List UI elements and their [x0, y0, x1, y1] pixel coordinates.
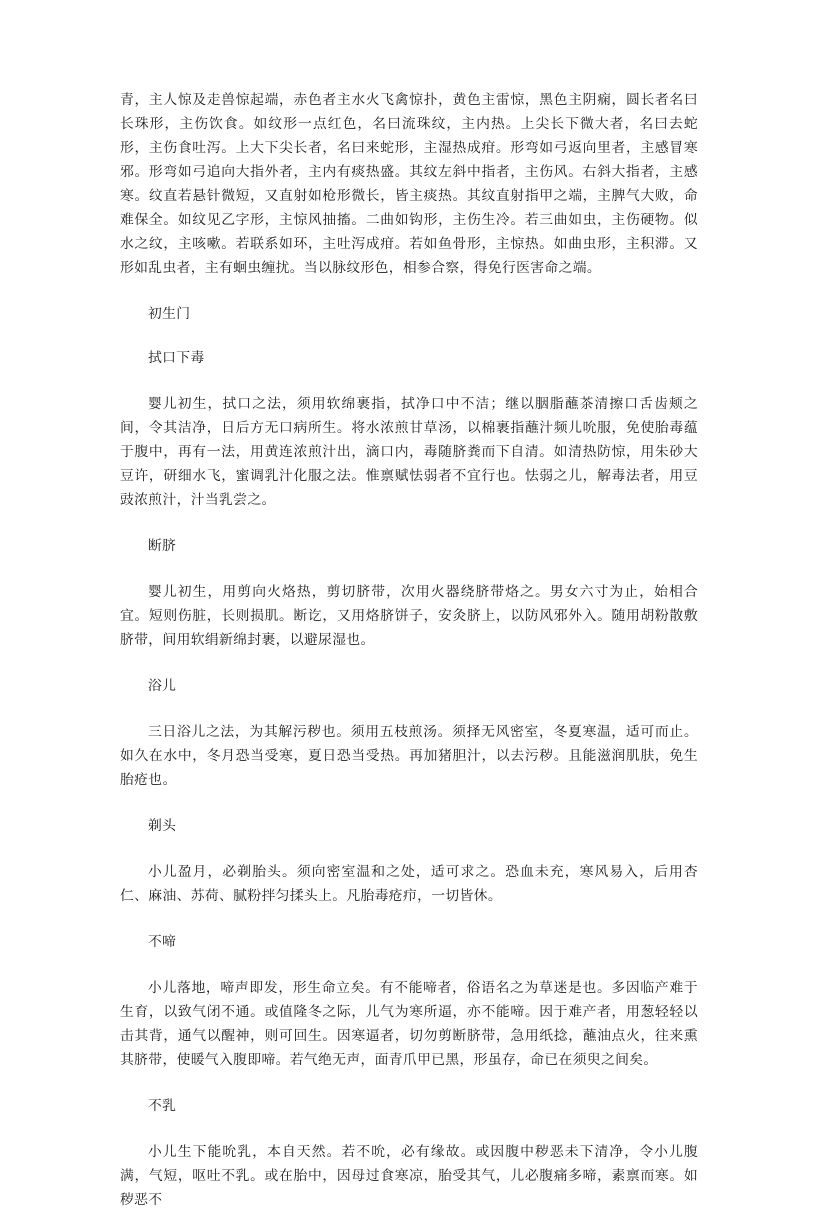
section-title-no-cry: 不啼	[148, 934, 177, 950]
section-body-bathe: 三日浴儿之法，为其解污秽也。须用五枝煎汤。须择无风密室，冬夏寒温，适可而止。如久在水中，冬月恐当受寒，夏日恐当受热。再加猪胆汁，以去污秽。且能滋润肌肤，免生胎疮也。	[120, 724, 698, 788]
section-body-no-cry: 小儿落地，啼声即发，形生命立矣。有不能啼者，俗语名之为草迷是也。多因临产难于生育，以致气闭不通。或值隆冬之际，儿气为寒所逼，亦不能啼。因于难产者，用葱轻轻以击其背，通气以醒神，则可回生。因寒逼者，切勿剪断脐带，急用纸捻，蘸油点火，往来熏其脐带，使暖气入腹即啼。若气绝无声，面青爪甲已黑，形虽存，命已在须臾之间矣。	[120, 980, 698, 1068]
section-body-cut-cord: 婴儿初生，用剪向火烙热，剪切脐带，次用火器绕脐带烙之。男女六寸为止，始相合宜。短则伤脏，长则损肌。断讫，又用烙脐饼子，安灸脐上，以防风邪外入。随用胡粉散敷脐带，间用软绢新绵封裹，以避尿湿也。	[120, 584, 698, 648]
document-page	[120, 88, 698, 1212]
section-title-cut-cord: 断脐	[148, 538, 177, 554]
section-title-shave: 剃头	[148, 818, 177, 834]
section-body-no-feed: 小儿生下能吮乳，本自天然。若不吮，必有缘故。或因腹中秽恶未下清净，令小儿腹满，气短，呕吐不乳。或在胎中，因母过食寒凉，胎受其气，儿必腹痛多啼，素禀而寒。如秽恶不	[120, 1144, 698, 1208]
section-body-wipe-mouth: 婴儿初生，拭口之法，须用软绵裹指，拭净口中不洁；继以胭脂蘸茶清擦口舌齿颊之间，令其洁净，日后方无口病所生。将水浓煎甘草汤，以棉裹指蘸汁频儿吮服，免使胎毒蕴于腹中，再有一法，用黄连浓煎汁出，滴口内，毒随脐粪而下自清。如清热防惊，用朱砂大豆许，研细水飞，蜜调乳汁化服之法。惟禀赋怯弱者不宜行也。怯弱之儿，解毒法者，用豆豉浓煎汁，汁当乳尝之。	[120, 396, 698, 508]
section-title-bathe: 浴儿	[148, 678, 177, 694]
section-body-shave: 小儿盈月，必剃胎头。须向密室温和之处，适可求之。恐血未充，寒风易入，后用杏仁、麻油、苏荷、腻粉拌匀揉头上。凡胎毒疮疖，一切皆休。	[120, 864, 698, 904]
chapter-title: 初生门	[148, 306, 191, 322]
intro-paragraph: 青，主人惊及走兽惊起端，赤色者主水火飞禽惊扑，黄色主雷惊，黑色主阴痫，圆长者名曰长珠形，主伤饮食。如纹形一点红色，名曰流珠纹，主内热。上尖长下微大者，名曰去蛇形，主伤食吐泻。上大下尖长者，名曰来蛇形，主湿热成疳。形弯如弓返向里者，主感冒寒邪。形弯如弓追向大指外者，主内有痰热盛。其纹左斜中指者，主伤风。右斜大指者，主感寒。纹直若悬针微短，又直射如枪形微长，皆主痰热。其纹直射指甲之端，主脾气大败，命难保全。如纹见乙字形，主惊风抽搐。二曲如钩形，主伤生冷。若三曲如虫，主伤硬物。似水之纹，主咳嗽。若联系如环，主吐泻成疳。若如鱼骨形，主惊热。如曲虫形，主积滞。又形如乱虫者，主有蛔虫缠扰。当以脉纹形色，相参合察，得免行医害命之端。	[120, 92, 698, 276]
section-title-wipe-mouth: 拭口下毒	[148, 350, 205, 366]
section-title-no-feed: 不乳	[148, 1098, 177, 1114]
